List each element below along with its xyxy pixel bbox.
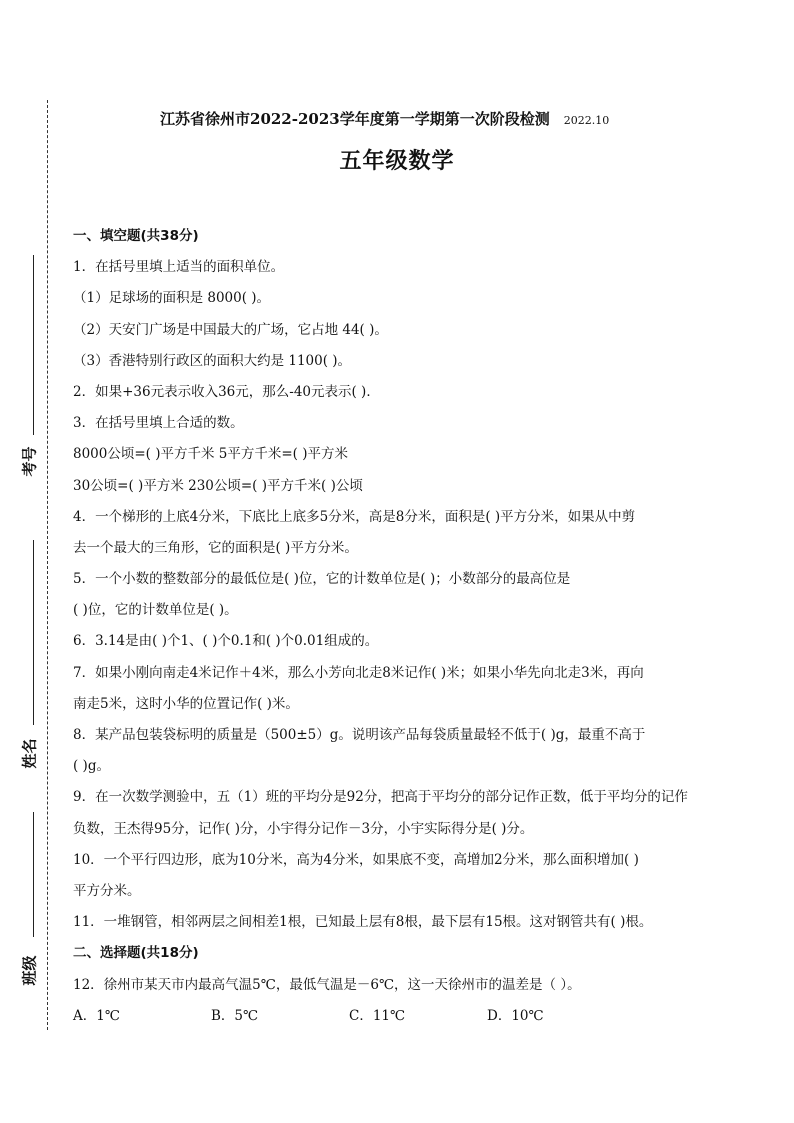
- question-line: 30公顷=( )平方米 230公顷=( )平方千米( )公顷: [73, 477, 363, 494]
- exam-date: 2022.10: [563, 114, 610, 127]
- question-line: 南走5米，这时小华的位置记作( )米。: [73, 695, 299, 712]
- question-line: ( )位，它的计数单位是( )。: [73, 602, 238, 619]
- question-line: 10．一个平行四边形，底为10分米，高为4分米，如果底不变，高增加2分米，那么面积增加( ): [73, 851, 639, 868]
- exam-number-field: [14, 255, 44, 515]
- question-line: ( )g。: [73, 758, 110, 775]
- question-line: 5．一个小数的整数部分的最低位是( )位，它的计数单位是( )；小数部分的最高位是: [73, 571, 571, 588]
- question-line: 12．徐州市某天市内最高气温5℃，最低气温是－6℃，这一天徐州市的温差是（ ）。: [73, 976, 581, 993]
- option-c: C．11℃: [349, 1007, 406, 1024]
- question-line: 平方分米。: [73, 882, 141, 899]
- option-d: D．10℃: [487, 1007, 544, 1024]
- exam-header: [160, 108, 720, 129]
- option-a: A．1℃: [73, 1007, 120, 1024]
- question-line: 3．在括号里填上合适的数。: [73, 415, 244, 432]
- class-field: [14, 812, 44, 992]
- class-label: 班级: [20, 955, 39, 986]
- exam-number-label: 考号: [20, 446, 39, 477]
- name-label: 姓名: [20, 738, 39, 769]
- question-line: 8000公顷=( )平方千米 5平方千米=( )平方米: [73, 446, 349, 463]
- question-line: （3）香港特别行政区的面积大约是 1100( )。: [73, 352, 352, 369]
- question-line: 4．一个梯形的上底4分米，下底比上底多5分米，高是8分米，面积是( )平方分米，如果从中剪: [73, 508, 636, 525]
- name-field: [14, 540, 44, 780]
- subject-title: 五年级数学: [339, 148, 455, 174]
- question-line: （1）足球场的面积是 8000( )。: [73, 290, 271, 307]
- question-line: 1．在括号里填上适当的面积单位。: [73, 259, 285, 276]
- option-b: B．5℃: [211, 1007, 259, 1024]
- question-line: 9．在一次数学测验中，五（1）班的平均分是92分，把高于平均分的部分记作正数，低于平均分的记作: [73, 789, 688, 806]
- question-line: 2．如果+36元表示收入36元，那么-40元表示( )．: [73, 383, 380, 400]
- section-heading-choice: 二、选择题(共18分): [73, 945, 199, 962]
- question-line: （2）天安门广场是中国最大的广场，它占地 44( )。: [73, 321, 388, 338]
- question-line: 11．一堆钢管，相邻两层之间相差1根，已知最上层有8根，最下层有15根。这对钢管共有( )根。: [73, 914, 653, 931]
- name-rule: [33, 540, 34, 725]
- question-body: [73, 221, 733, 1032]
- exam-number-rule: [33, 255, 34, 435]
- exam-title: 江苏省徐州市2022-2023学年度第一学期第一次阶段检测: [160, 110, 550, 128]
- binding-dashed-line: [47, 100, 48, 1030]
- question-line: 7．如果小刚向南走4米记作＋4米，那么小芳向北走8米记作( )米；如果小华先向北走3米，再向: [73, 664, 644, 681]
- question-line: 6．3.14是由( )个1、( )个0.1和( )个0.01组成的。: [73, 633, 379, 650]
- question-line: 去一个最大的三角形，它的面积是( )平方分米。: [73, 539, 358, 556]
- question-line: 8．某产品包装袋标明的质量是（500±5）g。说明该产品每袋质量最轻不低于( )g，最重不高于: [73, 727, 646, 743]
- section-heading-fill-in: 一、填空题(共38分): [73, 228, 199, 244]
- choice-options: [73, 1001, 733, 1032]
- question-line: 负数，王杰得95分，记作( )分，小宇得分记作－3分，小宇实际得分是( )分。: [73, 820, 534, 837]
- class-rule: [33, 812, 34, 937]
